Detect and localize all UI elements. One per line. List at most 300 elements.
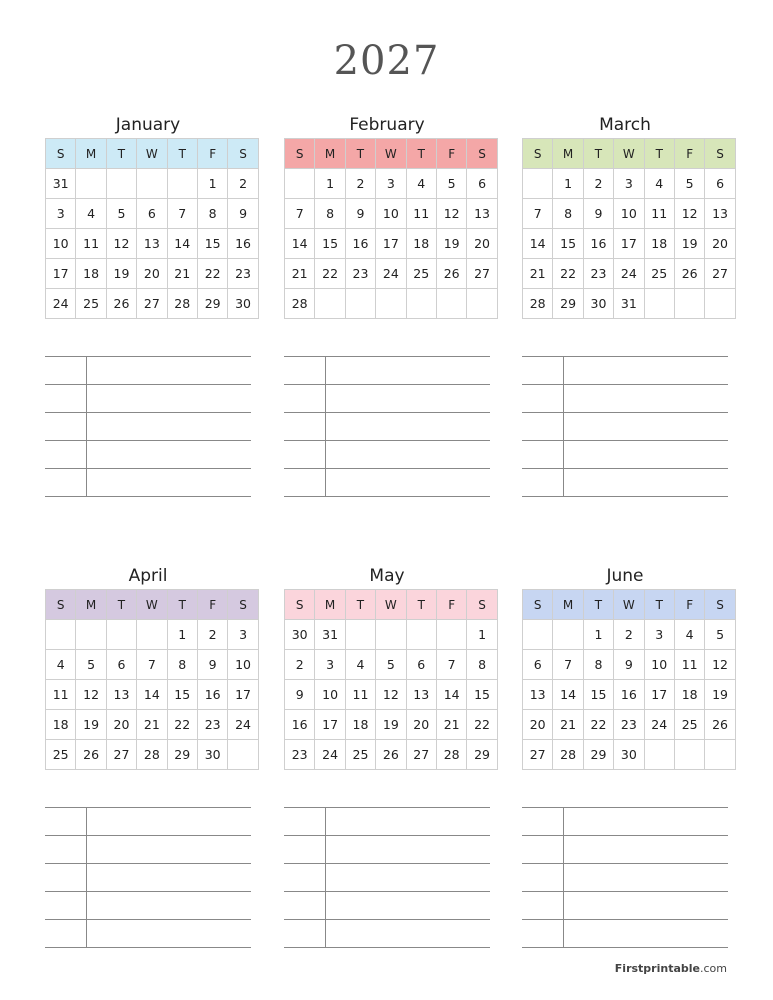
day-cell — [228, 740, 258, 770]
day-cell — [76, 620, 106, 650]
note-line — [522, 919, 728, 948]
day-cell: 17 — [644, 680, 674, 710]
month-table — [45, 589, 259, 770]
weekday-label: T — [406, 139, 436, 169]
day-cell: 29 — [467, 740, 497, 770]
day-cell: 6 — [137, 199, 167, 229]
day-cell: 24 — [228, 710, 258, 740]
weekday-label: T — [345, 139, 375, 169]
day-cell: 8 — [553, 199, 583, 229]
day-cell: 5 — [106, 199, 136, 229]
note-divider — [563, 864, 564, 891]
month-january — [45, 112, 251, 319]
day-cell: 8 — [583, 650, 613, 680]
day-cell: 8 — [197, 199, 227, 229]
weekday-label: F — [197, 139, 227, 169]
day-cell: 9 — [614, 650, 644, 680]
weekday-label: F — [674, 139, 704, 169]
month-june — [522, 563, 728, 770]
note-line — [45, 807, 251, 835]
note-line — [284, 384, 490, 412]
weekday-label: T — [644, 590, 674, 620]
weekday-label: F — [436, 590, 466, 620]
year-title: 2027 — [333, 38, 440, 84]
note-divider — [325, 836, 326, 863]
day-cell: 31 — [614, 289, 644, 319]
day-cell: 16 — [285, 710, 315, 740]
note-line — [45, 440, 251, 468]
footer-brand — [615, 962, 727, 975]
week-row — [285, 289, 498, 319]
weekday-label: M — [76, 139, 106, 169]
note-divider — [563, 413, 564, 440]
note-divider — [86, 808, 87, 835]
day-cell: 22 — [167, 710, 197, 740]
month-table — [284, 589, 498, 770]
day-cell: 26 — [376, 740, 406, 770]
note-divider — [563, 836, 564, 863]
week-row — [46, 650, 259, 680]
note-divider — [86, 864, 87, 891]
week-row — [46, 680, 259, 710]
notes-may — [284, 807, 490, 948]
day-cell: 5 — [376, 650, 406, 680]
day-cell: 18 — [406, 229, 436, 259]
note-line — [45, 356, 251, 384]
day-cell: 20 — [523, 710, 553, 740]
weekday-label: T — [167, 139, 197, 169]
day-cell: 15 — [467, 680, 497, 710]
day-cell: 13 — [406, 680, 436, 710]
month-table — [284, 138, 498, 319]
day-cell: 1 — [553, 169, 583, 199]
note-line — [284, 468, 490, 497]
note-line — [45, 891, 251, 919]
weekday-header-row — [285, 590, 498, 620]
day-cell: 28 — [553, 740, 583, 770]
month-march — [522, 112, 728, 319]
day-cell: 2 — [197, 620, 227, 650]
weekday-header-row — [46, 590, 259, 620]
week-row — [523, 229, 736, 259]
day-cell: 2 — [583, 169, 613, 199]
day-cell: 27 — [106, 740, 136, 770]
week-row — [523, 680, 736, 710]
day-cell: 25 — [406, 259, 436, 289]
day-cell: 27 — [523, 740, 553, 770]
day-cell: 3 — [614, 169, 644, 199]
day-cell: 21 — [167, 259, 197, 289]
month-name: May — [369, 566, 405, 586]
day-cell: 7 — [553, 650, 583, 680]
weekday-label: S — [285, 139, 315, 169]
day-cell: 19 — [76, 710, 106, 740]
note-line — [284, 807, 490, 835]
note-line — [284, 863, 490, 891]
day-cell: 15 — [583, 680, 613, 710]
note-line — [284, 356, 490, 384]
weekday-label: F — [436, 139, 466, 169]
week-row — [46, 199, 259, 229]
week-row — [523, 710, 736, 740]
note-divider — [86, 892, 87, 919]
note-line — [284, 412, 490, 440]
weekday-label: S — [467, 139, 497, 169]
week-row — [46, 169, 259, 199]
day-cell: 3 — [644, 620, 674, 650]
month-table — [522, 589, 736, 770]
day-cell: 6 — [106, 650, 136, 680]
day-cell: 24 — [315, 740, 345, 770]
day-cell: 19 — [106, 259, 136, 289]
day-cell: 21 — [137, 710, 167, 740]
month-name: June — [606, 566, 644, 586]
day-cell: 29 — [167, 740, 197, 770]
day-cell: 25 — [345, 740, 375, 770]
month-april — [45, 563, 251, 770]
week-row — [46, 259, 259, 289]
weekday-label: S — [705, 139, 735, 169]
day-cell — [137, 620, 167, 650]
day-cell: 23 — [614, 710, 644, 740]
notes-january — [45, 356, 251, 497]
day-cell: 15 — [197, 229, 227, 259]
weekday-label: M — [315, 590, 345, 620]
week-row — [285, 229, 498, 259]
day-cell: 14 — [285, 229, 315, 259]
day-cell: 24 — [644, 710, 674, 740]
day-cell: 5 — [674, 169, 704, 199]
day-cell: 18 — [674, 680, 704, 710]
day-cell: 6 — [406, 650, 436, 680]
day-cell: 29 — [583, 740, 613, 770]
day-cell — [644, 740, 674, 770]
note-divider — [563, 469, 564, 496]
day-cell: 2 — [285, 650, 315, 680]
weekday-label: S — [523, 139, 553, 169]
note-line — [45, 412, 251, 440]
note-divider — [325, 413, 326, 440]
day-cell: 20 — [106, 710, 136, 740]
week-row — [285, 620, 498, 650]
day-cell: 8 — [315, 199, 345, 229]
day-cell: 14 — [167, 229, 197, 259]
day-cell — [285, 169, 315, 199]
note-line — [522, 835, 728, 863]
weekday-label: T — [406, 590, 436, 620]
day-cell: 18 — [345, 710, 375, 740]
day-cell: 9 — [583, 199, 613, 229]
day-cell — [436, 289, 466, 319]
day-cell — [705, 740, 735, 770]
day-cell: 13 — [137, 229, 167, 259]
day-cell: 4 — [406, 169, 436, 199]
week-row — [285, 259, 498, 289]
note-divider — [563, 920, 564, 947]
day-cell: 19 — [376, 710, 406, 740]
day-cell: 14 — [137, 680, 167, 710]
day-cell: 20 — [137, 259, 167, 289]
day-cell: 4 — [674, 620, 704, 650]
note-line — [522, 807, 728, 835]
weekday-label: F — [674, 590, 704, 620]
day-cell: 23 — [197, 710, 227, 740]
day-cell: 11 — [46, 680, 76, 710]
day-cell: 25 — [46, 740, 76, 770]
day-cell: 20 — [467, 229, 497, 259]
month-table — [522, 138, 736, 319]
day-cell: 10 — [228, 650, 258, 680]
note-line — [522, 384, 728, 412]
day-cell: 16 — [197, 680, 227, 710]
day-cell: 26 — [674, 259, 704, 289]
day-cell: 8 — [167, 650, 197, 680]
day-cell — [644, 289, 674, 319]
day-cell: 4 — [46, 650, 76, 680]
note-divider — [86, 920, 87, 947]
weekday-label: W — [137, 139, 167, 169]
day-cell — [523, 620, 553, 650]
day-cell: 1 — [167, 620, 197, 650]
note-divider — [563, 441, 564, 468]
note-line — [522, 468, 728, 497]
day-cell: 7 — [137, 650, 167, 680]
day-cell: 11 — [345, 680, 375, 710]
day-cell: 12 — [436, 199, 466, 229]
day-cell — [137, 169, 167, 199]
day-cell: 17 — [376, 229, 406, 259]
day-cell — [106, 169, 136, 199]
day-cell: 14 — [436, 680, 466, 710]
note-divider — [563, 357, 564, 384]
weekday-label: T — [644, 139, 674, 169]
week-row — [46, 229, 259, 259]
day-cell: 3 — [315, 650, 345, 680]
day-cell: 12 — [376, 680, 406, 710]
week-row — [46, 289, 259, 319]
week-row — [285, 710, 498, 740]
day-cell: 3 — [228, 620, 258, 650]
day-cell: 25 — [76, 289, 106, 319]
note-line — [284, 891, 490, 919]
day-cell: 10 — [46, 229, 76, 259]
weekday-header-row — [523, 590, 736, 620]
day-cell: 13 — [523, 680, 553, 710]
note-line — [284, 919, 490, 948]
day-cell: 9 — [197, 650, 227, 680]
day-cell: 1 — [467, 620, 497, 650]
day-cell: 17 — [46, 259, 76, 289]
day-cell: 12 — [76, 680, 106, 710]
note-divider — [325, 892, 326, 919]
day-cell: 16 — [228, 229, 258, 259]
day-cell: 3 — [376, 169, 406, 199]
day-cell — [523, 169, 553, 199]
week-row — [523, 740, 736, 770]
day-cell: 4 — [345, 650, 375, 680]
note-divider — [563, 385, 564, 412]
week-row — [46, 620, 259, 650]
day-cell — [46, 620, 76, 650]
day-cell: 22 — [197, 259, 227, 289]
month-february — [284, 112, 490, 319]
note-line — [522, 356, 728, 384]
day-cell — [376, 289, 406, 319]
note-divider — [563, 808, 564, 835]
note-line — [522, 412, 728, 440]
day-cell: 2 — [228, 169, 258, 199]
day-cell: 1 — [315, 169, 345, 199]
day-cell: 19 — [436, 229, 466, 259]
day-cell: 4 — [76, 199, 106, 229]
day-cell — [106, 620, 136, 650]
month-name: February — [349, 115, 425, 135]
day-cell: 19 — [674, 229, 704, 259]
note-divider — [325, 864, 326, 891]
day-cell: 21 — [523, 259, 553, 289]
day-cell: 3 — [46, 199, 76, 229]
day-cell — [167, 169, 197, 199]
day-cell: 31 — [46, 169, 76, 199]
weekday-label: S — [228, 590, 258, 620]
weekday-header-row — [523, 139, 736, 169]
day-cell — [674, 289, 704, 319]
day-cell: 7 — [167, 199, 197, 229]
day-cell: 26 — [705, 710, 735, 740]
day-cell: 11 — [76, 229, 106, 259]
weekday-label: T — [106, 590, 136, 620]
weekday-label: W — [376, 139, 406, 169]
note-divider — [325, 357, 326, 384]
day-cell: 10 — [614, 199, 644, 229]
week-row — [523, 620, 736, 650]
day-cell: 25 — [644, 259, 674, 289]
day-cell: 13 — [705, 199, 735, 229]
note-divider — [325, 469, 326, 496]
notes-june — [522, 807, 728, 948]
day-cell: 5 — [436, 169, 466, 199]
day-cell: 11 — [406, 199, 436, 229]
day-cell: 30 — [614, 740, 644, 770]
day-cell: 27 — [705, 259, 735, 289]
weekday-label: M — [553, 590, 583, 620]
day-cell: 26 — [76, 740, 106, 770]
day-cell: 15 — [167, 680, 197, 710]
day-cell: 11 — [674, 650, 704, 680]
notes-february — [284, 356, 490, 497]
day-cell: 24 — [46, 289, 76, 319]
weekday-label: T — [167, 590, 197, 620]
day-cell: 9 — [285, 680, 315, 710]
note-divider — [86, 413, 87, 440]
note-line — [522, 863, 728, 891]
week-row — [285, 650, 498, 680]
weekday-label: W — [614, 590, 644, 620]
notes-april — [45, 807, 251, 948]
day-cell: 28 — [436, 740, 466, 770]
month-name: January — [115, 115, 181, 135]
day-cell: 16 — [583, 229, 613, 259]
day-cell: 13 — [467, 199, 497, 229]
week-row — [523, 169, 736, 199]
day-cell: 25 — [674, 710, 704, 740]
note-divider — [86, 357, 87, 384]
note-divider — [86, 469, 87, 496]
day-cell: 21 — [285, 259, 315, 289]
weekday-label: S — [46, 590, 76, 620]
weekday-label: M — [553, 139, 583, 169]
day-cell: 27 — [406, 740, 436, 770]
day-cell: 9 — [345, 199, 375, 229]
day-cell: 22 — [583, 710, 613, 740]
day-cell: 21 — [553, 710, 583, 740]
week-row — [523, 289, 736, 319]
note-line — [45, 384, 251, 412]
month-table — [45, 138, 259, 319]
day-cell: 7 — [285, 199, 315, 229]
day-cell: 6 — [523, 650, 553, 680]
day-cell: 28 — [167, 289, 197, 319]
note-divider — [325, 385, 326, 412]
day-cell — [553, 620, 583, 650]
day-cell — [705, 289, 735, 319]
day-cell: 10 — [644, 650, 674, 680]
day-cell: 9 — [228, 199, 258, 229]
day-cell — [406, 289, 436, 319]
day-cell: 17 — [614, 229, 644, 259]
day-cell: 5 — [705, 620, 735, 650]
weekday-label: M — [76, 590, 106, 620]
week-row — [285, 169, 498, 199]
day-cell: 29 — [197, 289, 227, 319]
day-cell: 30 — [228, 289, 258, 319]
week-row — [46, 740, 259, 770]
note-line — [45, 835, 251, 863]
footer-brand-name: Firstprintable — [614, 962, 700, 975]
note-divider — [325, 920, 326, 947]
day-cell: 30 — [583, 289, 613, 319]
day-cell: 6 — [467, 169, 497, 199]
day-cell: 14 — [553, 680, 583, 710]
weekday-label: T — [583, 590, 613, 620]
weekday-label: S — [467, 590, 497, 620]
month-may — [284, 563, 490, 770]
day-cell — [674, 740, 704, 770]
weekday-label: S — [705, 590, 735, 620]
day-cell: 10 — [376, 199, 406, 229]
day-cell: 22 — [315, 259, 345, 289]
day-cell: 2 — [345, 169, 375, 199]
day-cell: 20 — [406, 710, 436, 740]
weekday-label: M — [315, 139, 345, 169]
week-row — [285, 680, 498, 710]
month-name: April — [128, 566, 168, 586]
day-cell: 23 — [583, 259, 613, 289]
day-cell: 18 — [644, 229, 674, 259]
day-cell: 26 — [106, 289, 136, 319]
day-cell — [345, 289, 375, 319]
day-cell: 1 — [583, 620, 613, 650]
day-cell: 23 — [285, 740, 315, 770]
day-cell: 26 — [436, 259, 466, 289]
note-divider — [86, 385, 87, 412]
note-line — [45, 468, 251, 497]
day-cell: 2 — [614, 620, 644, 650]
weekday-header-row — [285, 139, 498, 169]
note-line — [522, 440, 728, 468]
day-cell: 8 — [467, 650, 497, 680]
day-cell: 12 — [106, 229, 136, 259]
